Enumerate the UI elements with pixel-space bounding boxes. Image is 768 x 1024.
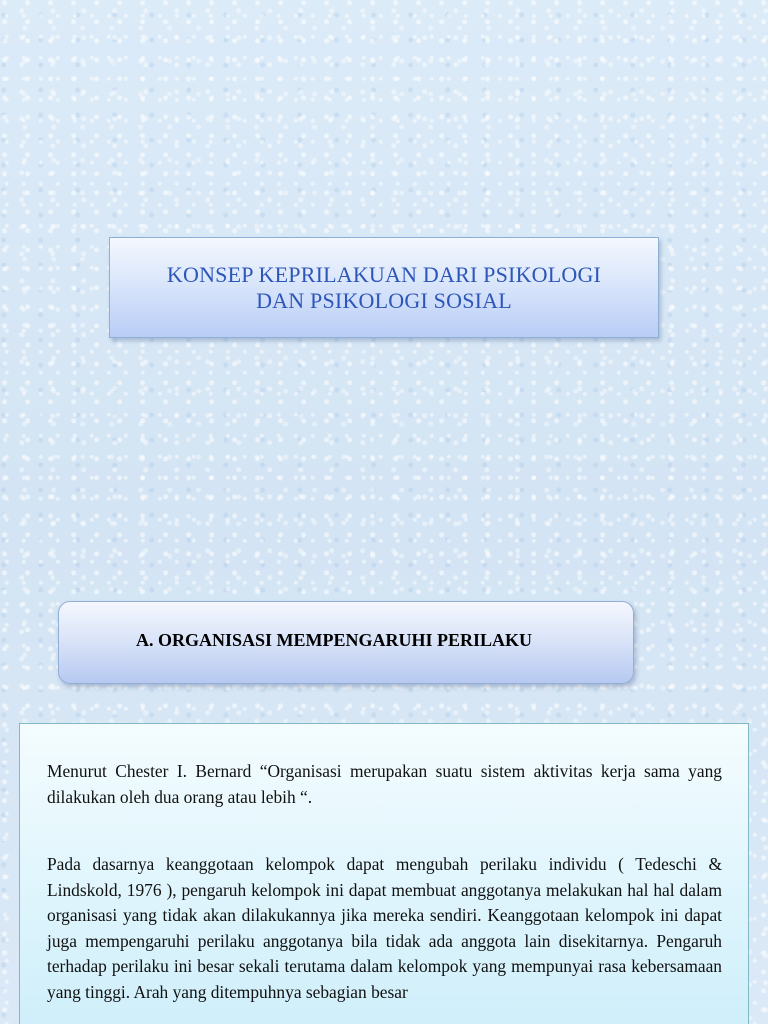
content-box — [19, 723, 749, 1024]
slide-title-line-2: DAN PSIKOLOGI SOSIAL — [256, 287, 512, 313]
slide-title-box — [109, 237, 659, 338]
section-heading-box — [58, 601, 634, 684]
slide-title-line-1: KONSEP KEPRILAKUAN DARI PSIKOLOGI — [166, 261, 602, 287]
paragraph-group-influence: Pada dasarnya keanggotaan kelompok dapat mengubah perilaku individu ( Tedeschi & Lindskold, 1976 ), pengaruh kelompok ini dapat membuat anggotanya melakukan hal hal dalam organisasi yang tidak akan dilakukannya jika mereka sendiri. Keanggotaan kelompok ini dapat juga mempengaruhi perilaku anggotanya bila tidak ada anggota lain disekitarnya. Pengaruh terhadap perilaku ini besar sekali terutama dalam kelompok yang mempunyai rasa kebersamaan yang tinggi. Arah yang ditempuhnya sebagian besar — [47, 854, 722, 1002]
paragraph-definition: Menurut Chester I. Bernard “Organisasi merupakan suatu sistem aktivitas kerja sama yang dilakukan oleh dua orang atau lebih “. — [47, 761, 722, 807]
section-heading: A. ORGANISASI MEMPENGARUHI PERILAKU — [135, 630, 533, 650]
